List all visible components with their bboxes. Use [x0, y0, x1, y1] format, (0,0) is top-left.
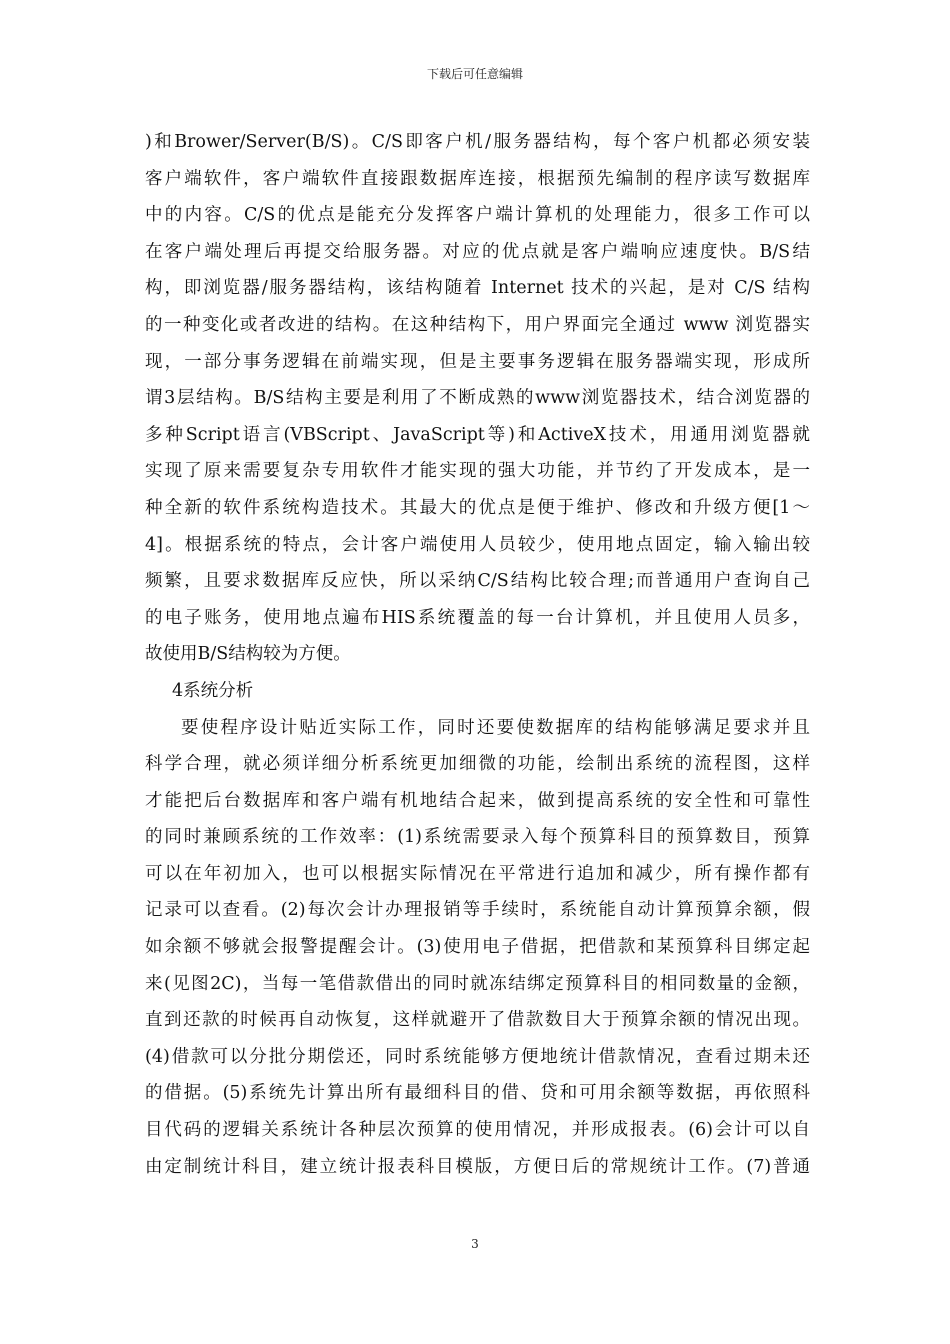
text-line: 频繁，且要求数据库反应快，所以采纳C/S结构比较合理;而普通用户查询自己 — [145, 571, 810, 592]
text-line: 故使用B/S结构较为方便。 — [145, 644, 351, 665]
text-line: 记录可以查看。(2)每次会计办理报销等手续时，系统能自动计算预算余额，假 — [145, 900, 810, 921]
text-line: 如余额不够就会报警提醒会计。(3)使用电子借据，把借款和某预算科目绑定起 — [145, 937, 810, 958]
text-line: 谓3层结构。B/S结构主要是利用了不断成熟的www浏览器技术，结合浏览器的 — [145, 388, 810, 409]
text-line: 才能把后台数据库和客户端有机地结合起来，做到提高系统的安全性和可靠性 — [145, 790, 810, 811]
page-header: 下载后可任意编辑 — [426, 67, 523, 81]
text-line: 来(见图2C)，当每一笔借款借出的同时就冻结绑定预算科目的相同数量的金额， — [145, 973, 810, 994]
paragraph-architecture — [145, 124, 810, 673]
text-line: 构，即浏览器/服务器结构，该结构随着 Internet 技术的兴起，是对 C/S 结构 — [145, 278, 810, 299]
text-line: 的同时兼顾系统的工作效率：(1)系统需要录入每个预算科目的预算数目，预算 — [145, 827, 810, 848]
text-line: 种全新的软件系统构造技术。其最大的优点是便于维护、修改和升级方便[1～ — [145, 497, 810, 518]
text-line: 的电子账务，使用地点遍布HIS系统覆盖的每一台计算机，并且使用人员多， — [145, 607, 810, 628]
text-line: 要使程序设计贴近实际工作，同时还要使数据库的结构能够满足要求并且 — [181, 717, 810, 738]
text-line: 在客户端处理后再提交给服务器。对应的优点就是客户端响应速度快。B/S结 — [145, 241, 810, 262]
text-line: 的借据。(5)系统先计算出所有最细科目的借、贷和可用余额等数据，再依照科 — [145, 1083, 810, 1104]
section-heading: 4系统分析 — [172, 680, 254, 701]
text-line: 4]。根据系统的特点，会计客户端使用人员较少，使用地点固定，输入输出较 — [145, 534, 810, 555]
text-line: 由定制统计科目，建立统计报表科目模版，方便日后的常规统计工作。(7)普通 — [145, 1156, 810, 1177]
text-line: 中的内容。C/S的优点是能充分发挥客户端计算机的处理能力，很多工作可以 — [145, 205, 810, 226]
text-line: 多种Script语言(VBScript、JavaScript等)和ActiveX技术，用通用浏览器就 — [145, 424, 810, 445]
text-line: )和Brower/Server(B/S)。C/S即客户机/服务器结构，每个客户机都必须安装 — [145, 132, 810, 152]
text-line: (4)借款可以分批分期偿还，同时系统能够方便地统计借款情况，查看过期未还 — [145, 1046, 810, 1067]
text-line: 现，一部分事务逻辑在前端实现，但是主要事务逻辑在服务器端实现，形成所 — [145, 351, 810, 372]
text-line: 客户端软件，客户端软件直接跟数据库连接，根据预先编制的程序读写数据库 — [145, 168, 810, 189]
text-line: 直到还款的时候再自动恢复，这样就避开了借款数目大于预算余额的情况出现。 — [145, 1010, 810, 1031]
text-line: 科学合理，就必须详细分析系统更加细微的功能，绘制出系统的流程图，这样 — [145, 754, 810, 775]
document-body — [145, 124, 810, 1185]
text-line: 实现了原来需要复杂专用软件才能实现的强大功能，并节约了开发成本，是一 — [145, 461, 810, 482]
text-line: 的一种变化或者改进的结构。在这种结构下，用户界面完全通过 www 浏览器实 — [145, 314, 810, 335]
page-number: 3 — [471, 1237, 479, 1251]
text-line: 可以在年初加入，也可以根据实际情况在平常进行追加和减少，所有操作都有 — [145, 863, 810, 884]
text-line: 目代码的逻辑关系统计各种层次预算的使用情况，并形成报表。(6)会计可以自 — [145, 1120, 810, 1141]
paragraph-system-analysis — [145, 710, 810, 1186]
